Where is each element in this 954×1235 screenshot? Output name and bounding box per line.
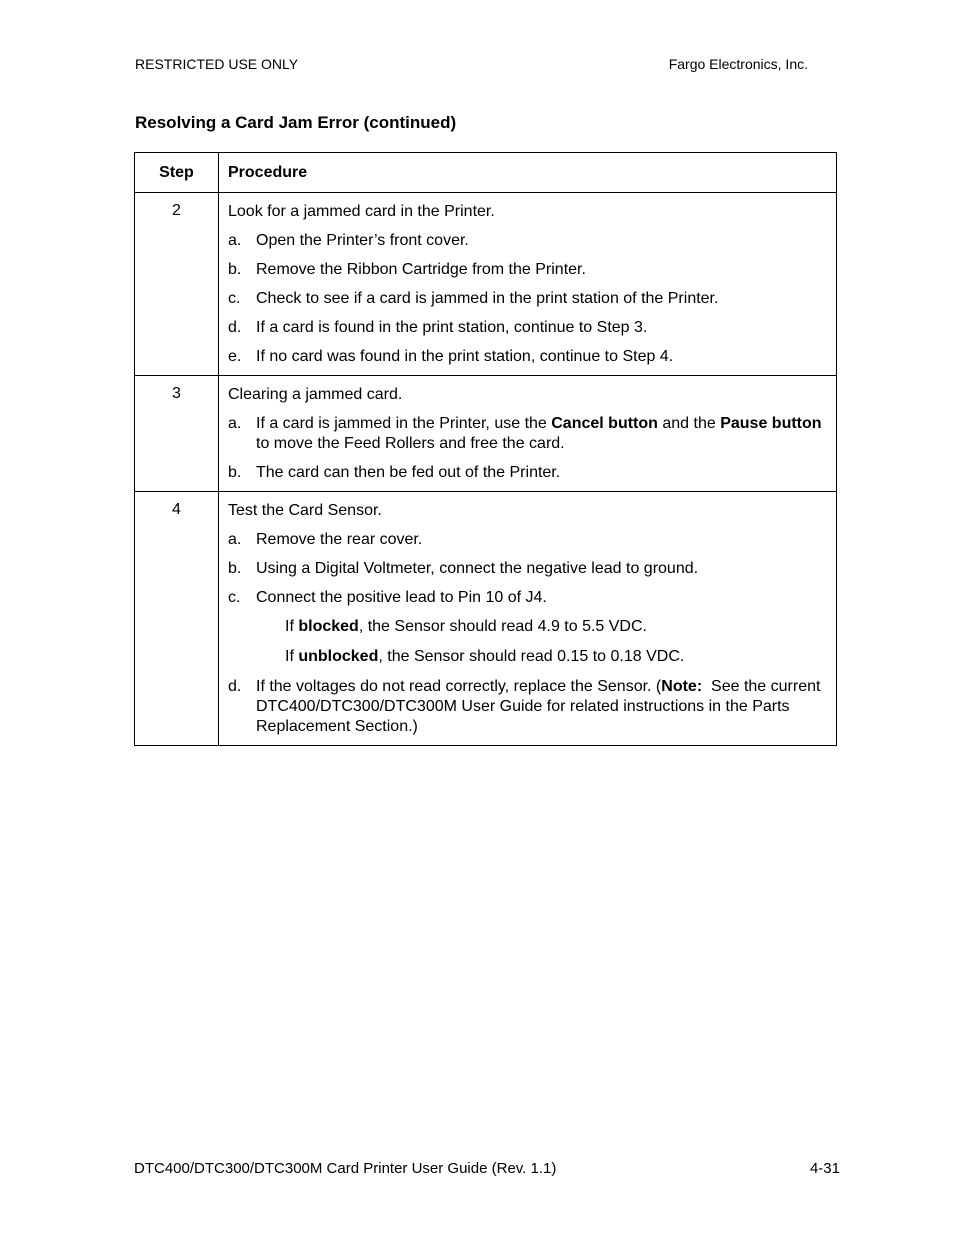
condition-keyword: unblocked [298,648,379,665]
footer-left: DTC400/DTC300/DTC300M Card Printer User Guide (Rev. 1.1) [134,1160,557,1177]
item-text [256,414,826,454]
page-number: 4-31 [809,1160,840,1177]
item-text: Remove the rear cover. [256,531,423,548]
procedure-lead: Test the Card Sensor. [228,502,382,519]
item-text: Connect the positive lead to Pin 10 of J4. [256,589,547,606]
list-item [228,677,826,737]
procedure-cell [219,376,837,492]
list-item [228,463,826,483]
item-text: If no card was found in the print station, continue to Step 4. [256,348,674,365]
list-item [228,414,826,454]
procedure-cell [219,193,837,376]
list-item [228,289,826,309]
item-label: d. [228,319,242,336]
list-item [228,588,826,608]
list-item [228,347,826,367]
item-label: b. [228,560,242,577]
condition-unblocked [285,647,826,667]
list-item [228,318,826,338]
condition-text-part: If [285,648,299,665]
item-text-part: to move the Feed Rollers and free the card. [256,435,565,452]
item-label: d. [228,678,242,695]
procedure-lead: Look for a jammed card in the Printer. [228,203,495,220]
condition-keyword: blocked [298,618,359,635]
table-row [135,376,837,492]
condition-text-part: , the Sensor should read 0.15 to 0.18 VDC. [378,648,685,665]
item-text-part: and the [657,415,721,432]
header-left: RESTRICTED USE ONLY [135,56,299,72]
condition-text-part: If [285,618,299,635]
item-text-part: If the voltages do not read correctly, replace the Sensor. ( [256,678,662,695]
column-header-procedure: Procedure [219,153,837,193]
item-text [256,677,826,737]
item-label: c. [228,589,241,606]
item-label: e. [228,348,242,365]
cancel-button-term: Cancel button [551,415,658,432]
procedure-lead: Clearing a jammed card. [228,386,403,403]
step-number: 4 [135,492,219,746]
item-text: If a card is found in the print station, continue to Step 3. [256,319,648,336]
section-title: Resolving a Card Jam Error (continued) [135,113,457,132]
item-label: a. [228,531,242,548]
item-label: b. [228,464,242,481]
list-item [228,559,826,579]
item-text: Remove the Ribbon Cartridge from the Printer. [256,261,586,278]
step-number: 3 [135,376,219,492]
item-label: c. [228,290,241,307]
column-header-step: Step [135,153,219,193]
item-label: a. [228,415,242,432]
item-label: a. [228,232,242,249]
item-text-part: If a card is jammed in the Printer, use the [256,415,552,432]
procedure-cell [219,492,837,746]
item-text: Check to see if a card is jammed in the print station of the Printer. [256,290,719,307]
step-number: 2 [135,193,219,376]
item-text-part: See the current DTC400/DTC300/DTC300M User Guide for related instructions in the Parts Replacement Section.) [256,678,825,735]
item-text: The card can then be fed out of the Printer. [256,464,561,481]
list-item [228,530,826,550]
item-text: Using a Digital Voltmeter, connect the negative lead to ground. [256,560,699,577]
item-label: b. [228,261,242,278]
condition-blocked [285,617,826,637]
condition-text-part: , the Sensor should read 4.9 to 5.5 VDC. [358,618,647,635]
table-row [135,492,837,746]
list-item [228,260,826,280]
list-item [228,231,826,251]
item-text: Open the Printer’s front cover. [256,232,469,249]
note-label: Note: [661,678,703,695]
table-header-row [135,153,837,193]
header-right: Fargo Electronics, Inc. [668,56,808,72]
pause-button-term: Pause button [720,415,822,432]
procedure-table [134,152,837,746]
table-row [135,193,837,376]
